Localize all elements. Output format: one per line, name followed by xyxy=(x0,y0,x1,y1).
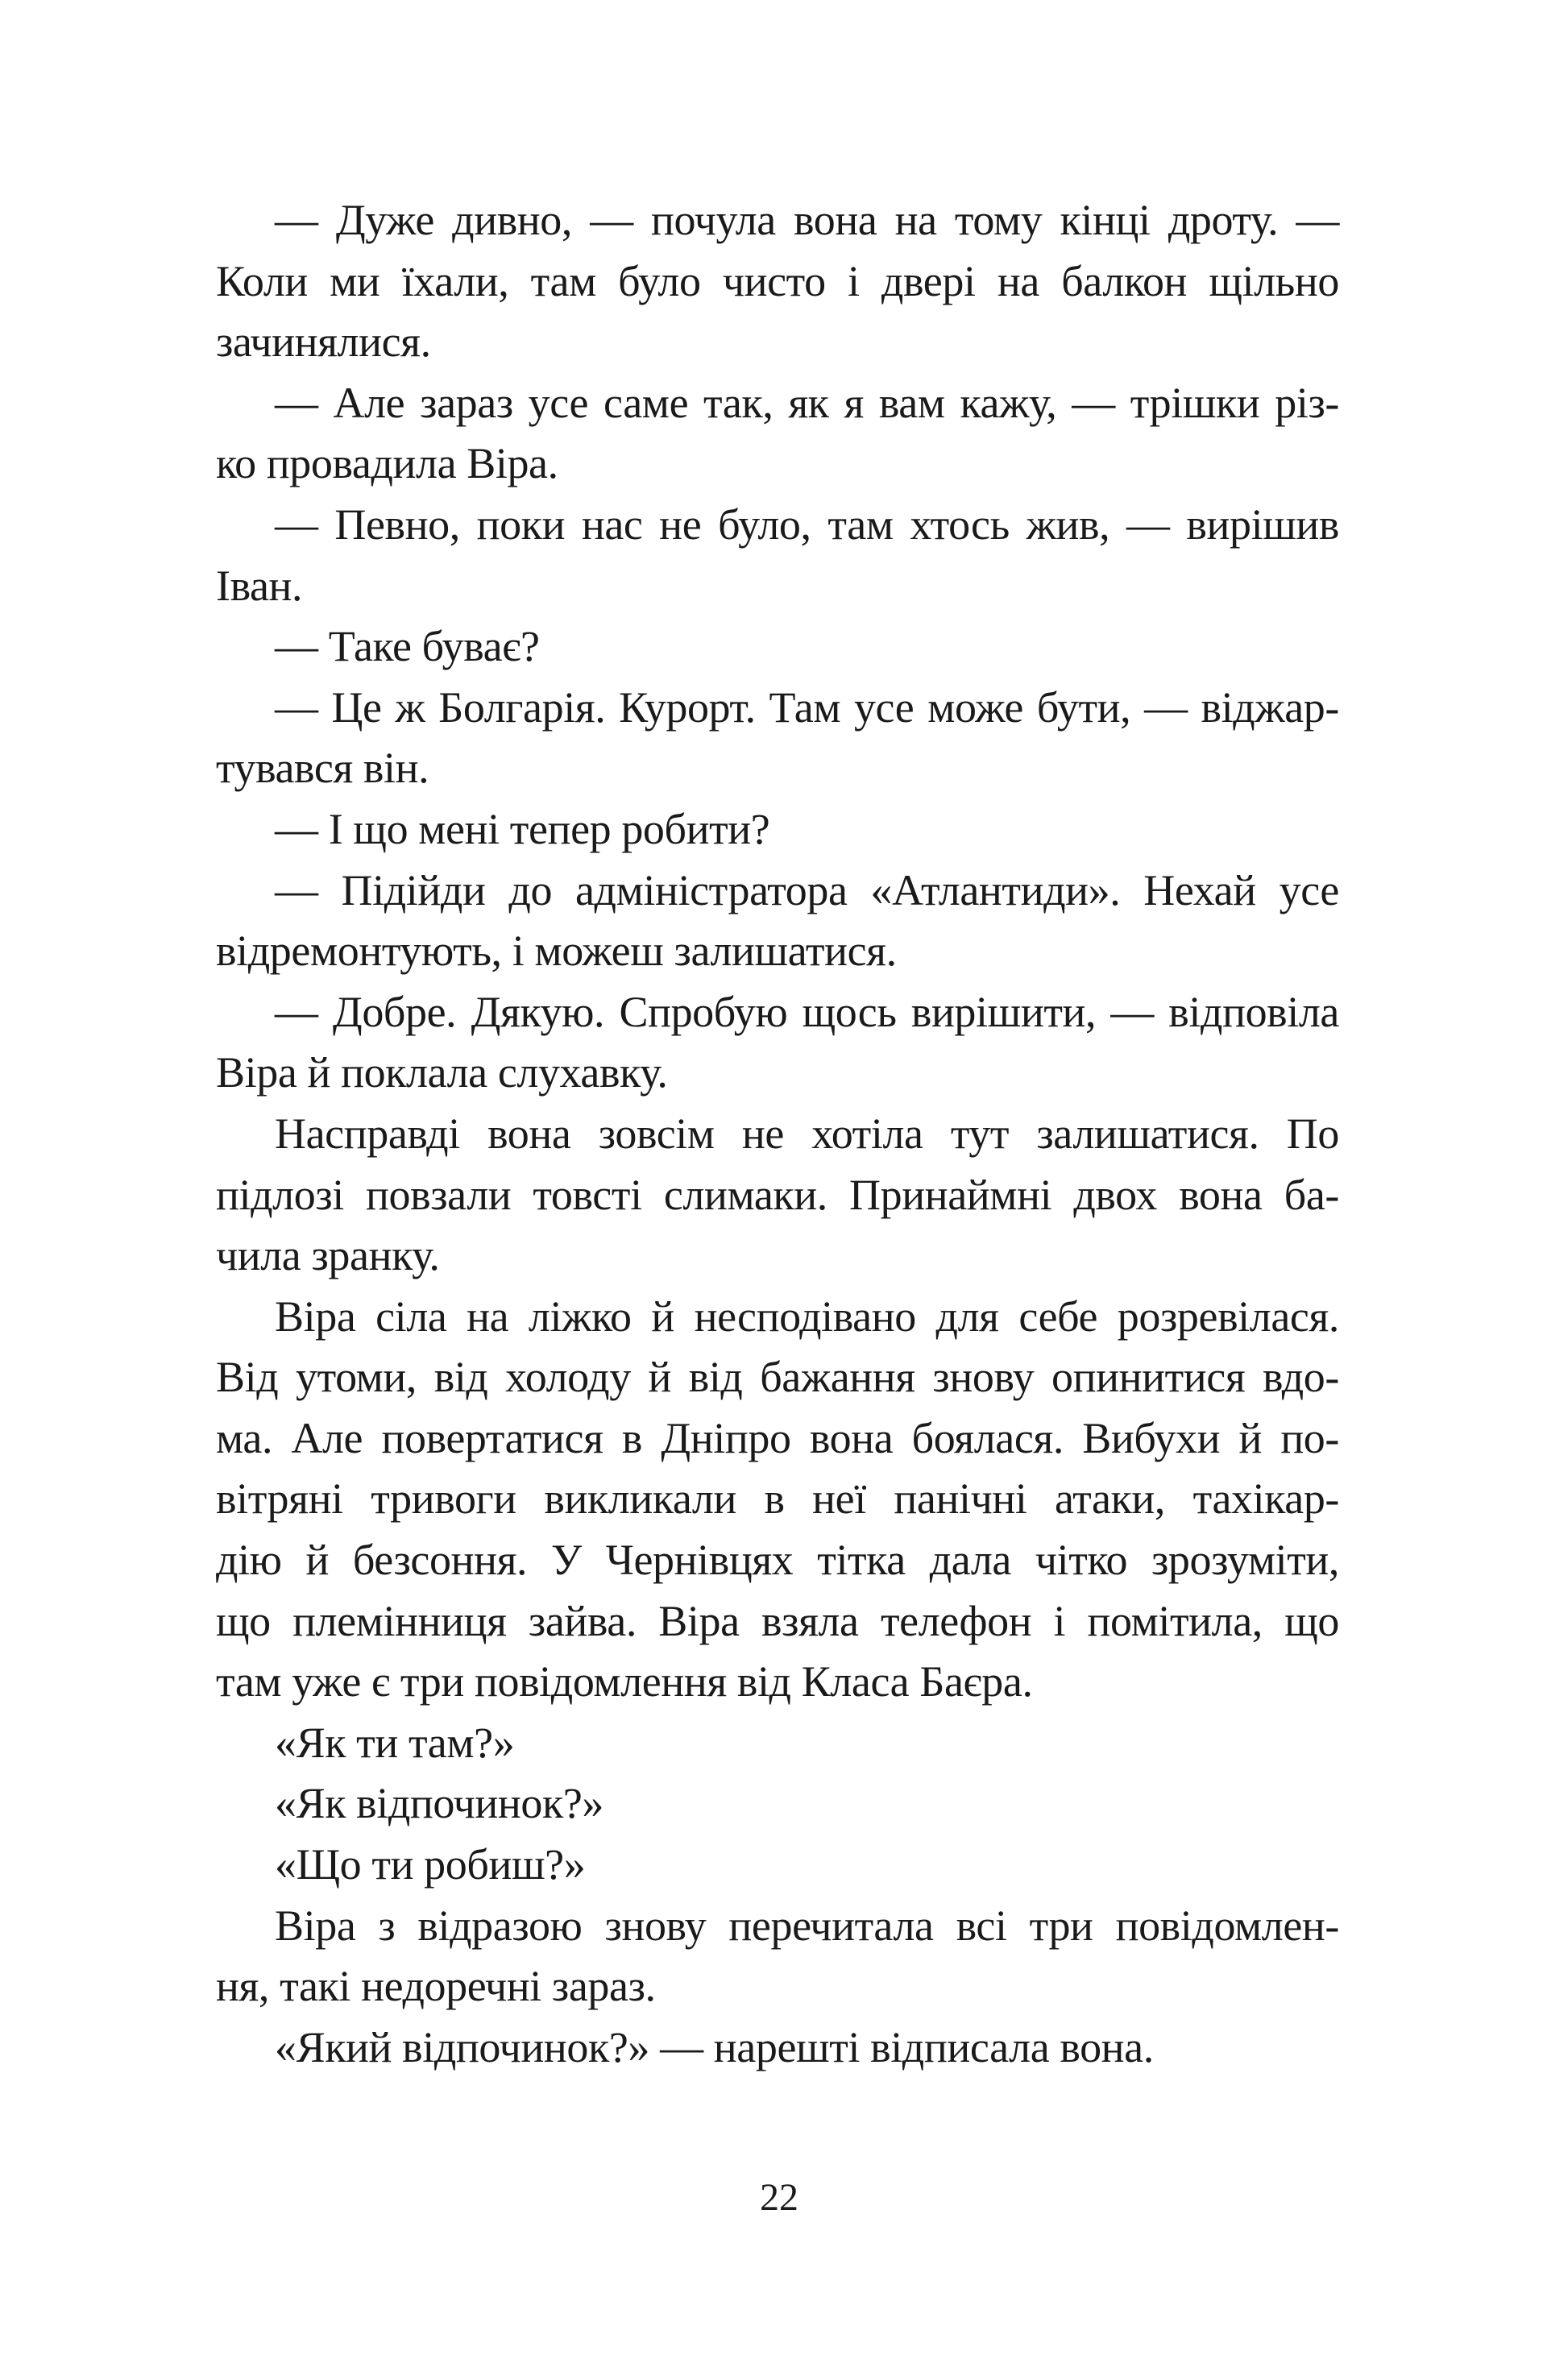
text-line: дію й безсоння. У Чернівцях тітка дала чітко зрозуміти, xyxy=(216,1536,1339,1585)
text-line: — Це ж Болгарія. Курорт. Там усе може бути, — віджар- xyxy=(275,682,1339,732)
text-line: зачинялися. xyxy=(216,317,431,367)
book-page-text xyxy=(216,190,1339,2078)
paragraph xyxy=(216,1773,1339,1835)
text-line: вітряні тривоги викликали в неї панічні атаки, тахікар- xyxy=(216,1474,1339,1524)
page-number: 22 xyxy=(760,2176,798,2219)
text-line: «Як відпочинок?» xyxy=(275,1779,603,1828)
text-line: там уже є три повідомлення від Класа Баєра. xyxy=(216,1657,1033,1706)
text-line: ма. Але повертатися в Дніпро вона боялася. Вибухи й по- xyxy=(216,1413,1339,1462)
paragraph xyxy=(216,1287,1339,1713)
text-line: — Добре. Дякую. Спробую щось вирішити, — відповіла xyxy=(275,987,1339,1036)
paragraph xyxy=(216,1896,1339,2017)
paragraph xyxy=(216,616,1339,678)
text-line: відремонтують, і можеш залишатися. xyxy=(216,927,897,976)
text-line: «Що ти робиш?» xyxy=(275,1840,586,1889)
paragraph xyxy=(216,495,1339,616)
text-line: Коли ми їхали, там було чисто і двері на балкон щільно xyxy=(216,256,1339,305)
paragraph xyxy=(216,190,1339,373)
paragraph xyxy=(216,2017,1339,2079)
text-line: — Певно, поки нас не було, там хтось жив, — вирішив xyxy=(275,500,1339,549)
text-line: Віра з відразою знову перечитала всі три повідомлен- xyxy=(275,1901,1339,1950)
paragraph xyxy=(216,799,1339,860)
paragraph xyxy=(216,1104,1339,1287)
text-line: Віра й поклала слухавку. xyxy=(216,1048,668,1097)
paragraph xyxy=(216,982,1339,1104)
text-line: «Який відпочинок?» — нарешті відписала вона. xyxy=(275,2022,1154,2071)
text-line: Віра сіла на ліжко й несподівано для себе розревілася. xyxy=(275,1292,1339,1341)
paragraph xyxy=(216,373,1339,495)
text-line: Насправді вона зовсім не хотіла тут залишатися. По xyxy=(275,1109,1339,1158)
text-line: що племінниця зайва. Віра взяла телефон і помітила, що xyxy=(216,1596,1339,1645)
text-line: — Дуже дивно, — почула вона на тому кінці дроту. — xyxy=(275,196,1339,244)
text-line: чила зранку. xyxy=(216,1231,440,1280)
text-line: «Як ти там?» xyxy=(275,1718,515,1767)
text-line: підлозі повзали товсті слимаки. Принаймні двох вона ба- xyxy=(216,1170,1339,1219)
paragraph xyxy=(216,1713,1339,1774)
paragraph xyxy=(216,1835,1339,1896)
text-line: — Підійди до адміністратора «Атлантиди». Нехай усе xyxy=(275,865,1339,914)
paragraph xyxy=(216,860,1339,982)
text-line: Від утоми, від холоду й від бажання знову опинитися вдо- xyxy=(216,1353,1339,1402)
text-line: тувався він. xyxy=(216,744,429,793)
text-line: Іван. xyxy=(216,561,303,610)
text-line: ко провадила Віра. xyxy=(216,439,558,488)
paragraph xyxy=(216,678,1339,799)
text-line: — І що мені тепер робити? xyxy=(275,804,770,853)
text-line: ня, такі недоречні зараз. xyxy=(216,1962,656,2011)
text-line: — Таке буває? xyxy=(275,622,540,671)
text-line: — Але зараз усе саме так, як я вам кажу, — трішки різ- xyxy=(275,378,1339,427)
